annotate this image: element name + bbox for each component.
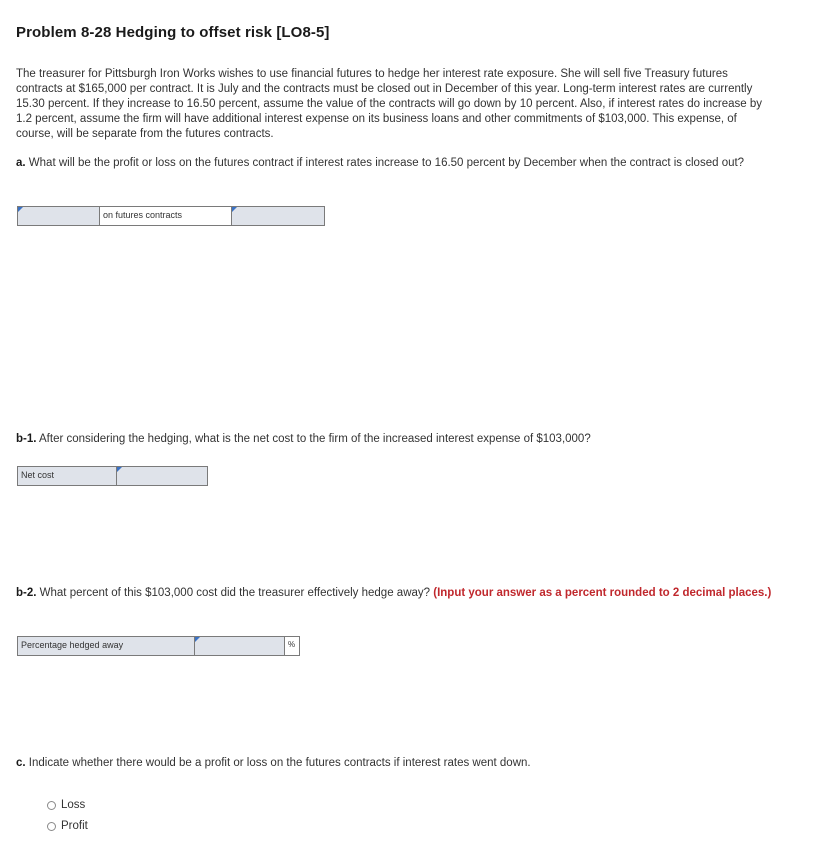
futures-row-label: on futures contracts bbox=[99, 207, 231, 225]
profit-loss-select[interactable] bbox=[18, 207, 99, 225]
input-marker-icon bbox=[232, 207, 237, 212]
problem-title: Problem 8-28 Hedging to offset risk [LO8-5] bbox=[16, 24, 330, 41]
question-c-text: Indicate whether there would be a profit or loss on the futures contracts if interest rates went down. bbox=[28, 757, 531, 769]
percentage-hedged-input[interactable] bbox=[194, 637, 284, 655]
answer-row-b2 bbox=[17, 636, 300, 656]
futures-amount-input[interactable] bbox=[231, 207, 324, 225]
question-b2 bbox=[16, 586, 776, 601]
answer-row-a bbox=[17, 206, 325, 226]
problem-intro: The treasurer for Pittsburgh Iron Works wishes to use financial futures to hedge her interest rate exposure. She will sell five Treasury futures contracts at $165,000 per contract. It is July and the contracts must be closed out in December of this year. Long-term interest rates are currently 15.30 percent. If they increase to 16.50 percent, assume the value of the contracts will go down by 10 percent. Also, if interest rates do increase by 1.2 percent, assume the firm will have additional interest expense on its business loans and other commitments of $103,000. This expense, of course, will be separate from the futures contracts. bbox=[16, 68, 763, 140]
question-a bbox=[16, 156, 776, 171]
radio-label-profit: Profit bbox=[61, 820, 88, 832]
question-b2-instruction: (Input your answer as a percent rounded to 2 decimal places.) bbox=[433, 587, 772, 599]
net-cost-label: Net cost bbox=[18, 467, 116, 485]
radio-option-loss[interactable] bbox=[47, 799, 85, 811]
question-b2-label: b-2. bbox=[16, 587, 37, 599]
radio-label-loss: Loss bbox=[61, 799, 86, 811]
question-c-label: c. bbox=[16, 757, 26, 769]
question-b2-text: What percent of this $103,000 cost did the treasurer effectively hedge away? bbox=[39, 587, 431, 599]
radio-option-profit[interactable] bbox=[47, 820, 88, 832]
question-a-label: a. bbox=[16, 157, 26, 169]
question-b1 bbox=[16, 432, 776, 447]
radio-button-icon[interactable] bbox=[47, 801, 56, 810]
question-b1-label: b-1. bbox=[16, 433, 37, 445]
radio-button-icon[interactable] bbox=[47, 822, 56, 831]
question-a-text: What will be the profit or loss on the futures contract if interest rates increase to 16.50 percent by December when the contract is closed out? bbox=[28, 157, 745, 169]
question-c bbox=[16, 756, 776, 771]
net-cost-input[interactable] bbox=[116, 467, 207, 485]
question-b1-text: After considering the hedging, what is the net cost to the firm of the increased interest expense of $103,000? bbox=[39, 433, 591, 445]
input-marker-icon bbox=[195, 637, 200, 642]
input-marker-icon bbox=[18, 207, 23, 212]
percent-unit: % bbox=[284, 637, 299, 655]
input-marker-icon bbox=[117, 467, 122, 472]
percentage-hedged-label: Percentage hedged away bbox=[18, 637, 194, 655]
answer-row-b1 bbox=[17, 466, 208, 486]
